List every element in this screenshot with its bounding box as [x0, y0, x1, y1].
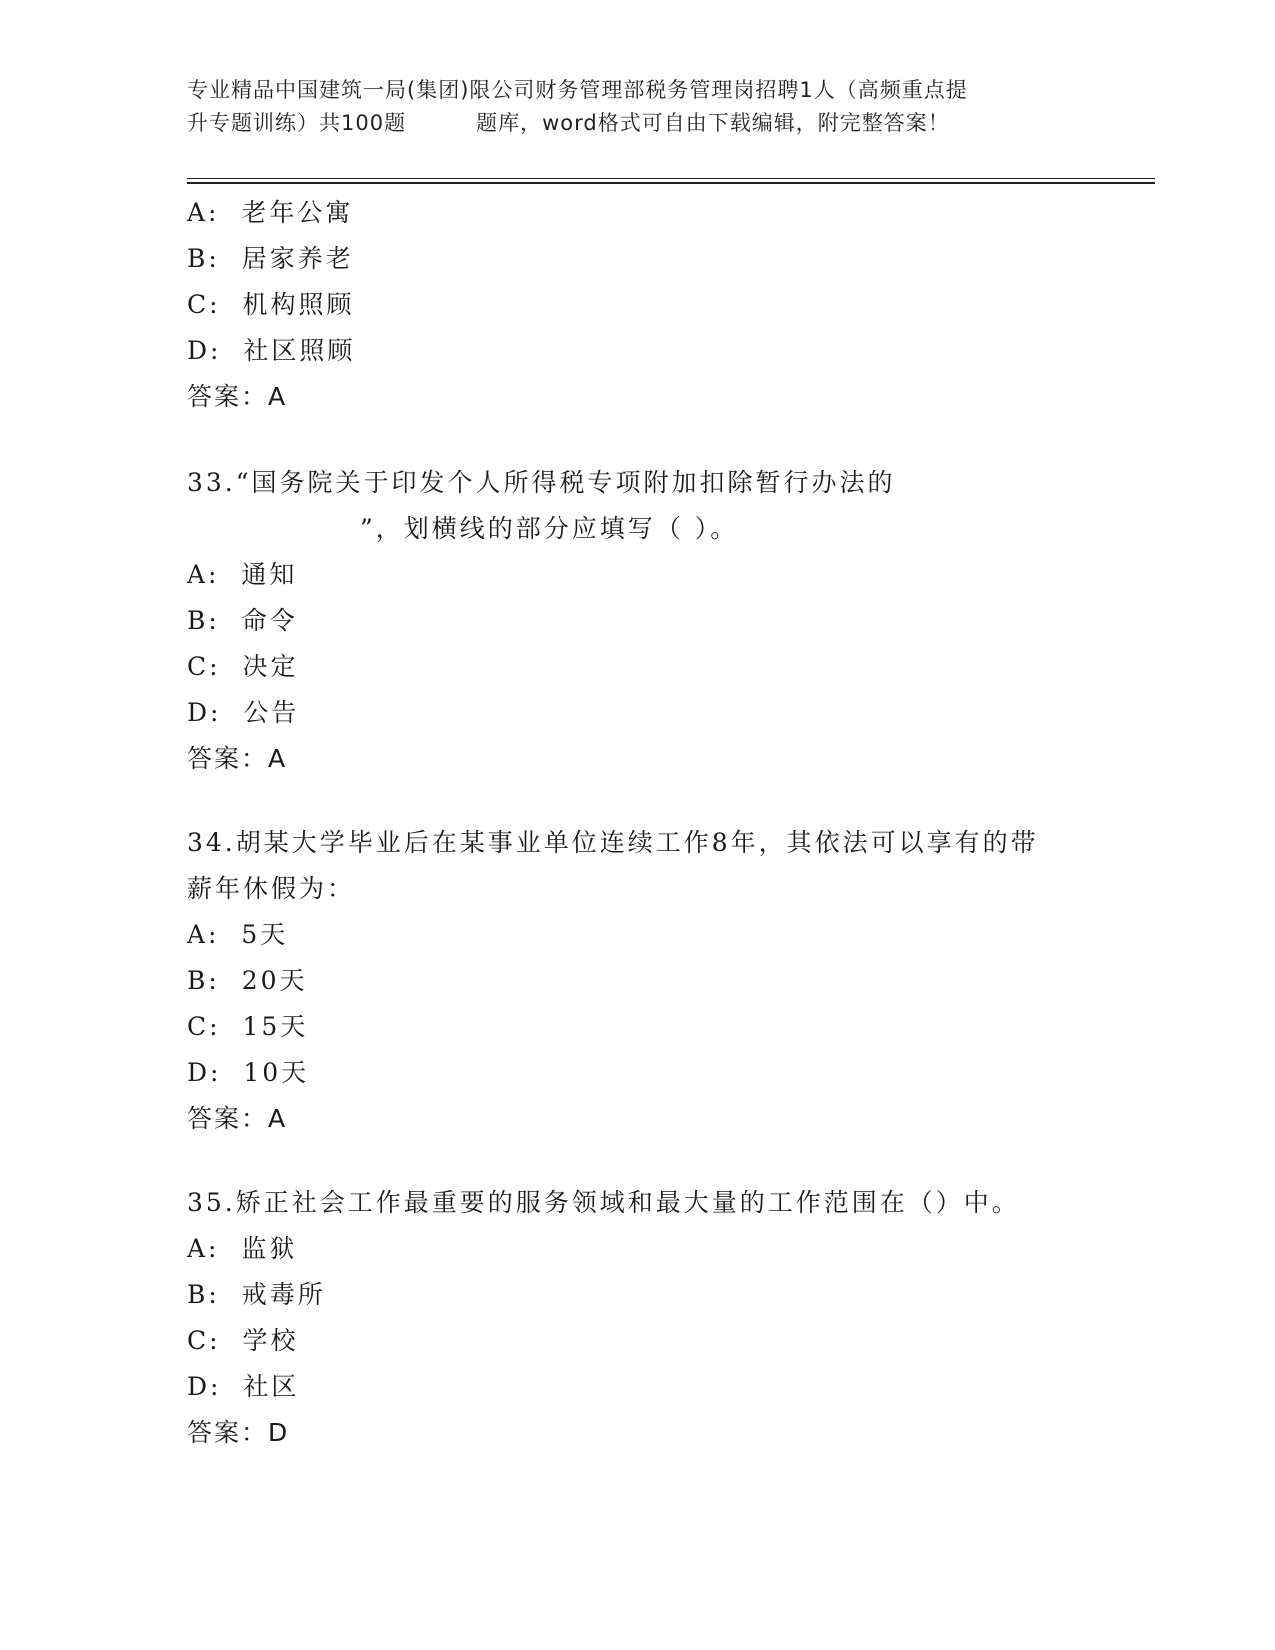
document-header [187, 74, 1107, 140]
question-text-line-1: 33.“国务院关于印发个人所得税专项附加扣除暂行办法的 [187, 468, 896, 497]
question-block-32 [187, 190, 1107, 420]
question-list [187, 190, 1107, 1456]
answer-label: 答案：A [187, 1104, 288, 1133]
option-c: C: 15天 [187, 1012, 309, 1041]
option-a: A: 监狱 [187, 1234, 298, 1263]
option-b: B: 居家养老 [187, 244, 354, 273]
header-divider-thin [187, 178, 1155, 179]
question-text-line-1: 34.胡某大学毕业后在某事业单位连续工作8年，其依法可以享有的带 [187, 828, 1039, 857]
question-text-line-2: ”，划横线的部分应填写（ ）。 [360, 514, 739, 543]
question-block-33 [187, 460, 1107, 782]
header-line-1: 专业精品中国建筑一局(集团)限公司财务管理部税务管理岗招聘1人（高频重点提 [187, 78, 968, 102]
header-line-2 [187, 107, 1107, 140]
answer-label: 答案：A [187, 382, 288, 411]
option-d: D: 社区照顾 [187, 336, 356, 365]
answer-label: 答案：D [187, 1418, 290, 1447]
question-block-34 [187, 820, 1107, 1142]
option-a: A: 通知 [187, 560, 298, 589]
option-c: C: 机构照顾 [187, 290, 355, 319]
option-a: A: 老年公寓 [187, 198, 354, 227]
option-c: C: 决定 [187, 652, 299, 681]
option-d: D: 公告 [187, 698, 300, 727]
option-d: D: 社区 [187, 1372, 300, 1401]
header-line-2a: 升专题训练）共100题 [187, 111, 407, 135]
option-b: B: 戒毒所 [187, 1280, 326, 1309]
option-a: A: 5天 [187, 920, 289, 949]
header-line-2b: 题库，word格式可自由下载编辑，附完整答案！ [476, 111, 950, 135]
option-d: D: 10天 [187, 1058, 310, 1087]
answer-label: 答案：A [187, 744, 288, 773]
header-divider-thick [187, 182, 1155, 184]
option-b: B: 20天 [187, 966, 308, 995]
question-text-line-1: 35.矫正社会工作最重要的服务领域和最大量的工作范围在（）中。 [187, 1188, 1020, 1217]
question-text-line-2: 薪年休假为： [187, 874, 356, 903]
option-b: B: 命令 [187, 606, 298, 635]
question-block-35 [187, 1180, 1107, 1456]
option-c: C: 学校 [187, 1326, 299, 1355]
